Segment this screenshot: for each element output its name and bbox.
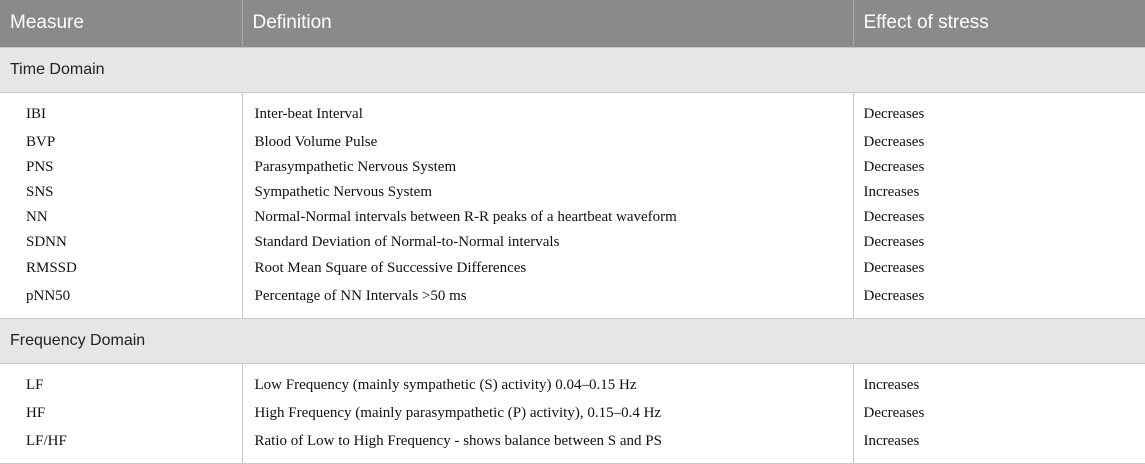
- measure-cell: pNN50: [0, 281, 242, 319]
- definition-cell: Sympathetic Nervous System: [242, 180, 853, 205]
- definition-cell: Ratio of Low to High Frequency - shows balance between S and PS: [242, 426, 853, 464]
- measure-cell: RMSSD: [0, 255, 242, 280]
- measure-cell: BVP: [0, 130, 242, 155]
- measure-cell: NN: [0, 205, 242, 230]
- table-header: [0, 0, 1145, 47]
- effect-cell: Increases: [853, 426, 1145, 464]
- effect-cell: Decreases: [863, 259, 925, 276]
- section-row-time-domain: [0, 47, 1145, 92]
- effect-cell: Decreases: [863, 287, 925, 304]
- table-row: [0, 363, 1145, 401]
- definition-cell: Percentage of NN Intervals >50 ms: [242, 281, 853, 319]
- section-title: Frequency Domain: [0, 318, 1145, 363]
- measure-cell: PNS: [0, 155, 242, 180]
- table-row: [0, 205, 1145, 230]
- effect-cell: Decreases: [863, 105, 925, 122]
- effect-cell: Decreases: [863, 209, 925, 226]
- definition-cell: Root Mean Square of Successive Differences: [242, 255, 853, 280]
- header-effect-of-stress: Effect of stress: [853, 0, 1145, 47]
- section-row-frequency-domain: [0, 318, 1145, 363]
- effect-cell: Increases: [863, 183, 920, 200]
- table-row: [0, 401, 1145, 426]
- effect-cell: Decreases: [863, 404, 925, 421]
- definition-cell: Parasympathetic Nervous System: [242, 155, 853, 180]
- section-title: Time Domain: [0, 47, 1145, 92]
- table-row: [0, 255, 1145, 280]
- definition-cell: Low Frequency (mainly sympathetic (S) activity) 0.04–0.15 Hz: [242, 363, 853, 401]
- measure-cell: LF/HF: [0, 426, 242, 464]
- definition-cell: Blood Volume Pulse: [242, 130, 853, 155]
- measure-cell: LF: [0, 363, 242, 401]
- effect-cell: Decreases: [863, 133, 925, 150]
- header-measure: Measure: [0, 0, 242, 47]
- measure-cell: HF: [0, 401, 242, 426]
- measure-cell: SNS: [0, 180, 242, 205]
- definition-cell: Normal-Normal intervals between R-R peaks of a heartbeat waveform: [242, 205, 853, 230]
- measure-cell: SDNN: [0, 230, 242, 255]
- effect-cell: Increases: [863, 376, 920, 393]
- table-row: [0, 426, 1145, 464]
- table-row: [0, 155, 1145, 180]
- header-definition: Definition: [242, 0, 853, 47]
- header-row: [0, 0, 1145, 47]
- table-row: [0, 230, 1145, 255]
- table-row: [0, 130, 1145, 155]
- table-row: [0, 180, 1145, 205]
- measure-cell: IBI: [0, 92, 242, 130]
- effect-cell: Decreases: [863, 234, 925, 251]
- effect-cell: Decreases: [863, 158, 925, 175]
- definition-cell: Inter-beat Interval: [242, 92, 853, 130]
- definition-cell: High Frequency (mainly parasympathetic (P) activity), 0.15–0.4 Hz: [242, 401, 853, 426]
- definition-cell: Standard Deviation of Normal-to-Normal intervals: [242, 230, 853, 255]
- table-row: [0, 281, 1145, 319]
- table-body: [0, 47, 1145, 463]
- table-row: [0, 92, 1145, 130]
